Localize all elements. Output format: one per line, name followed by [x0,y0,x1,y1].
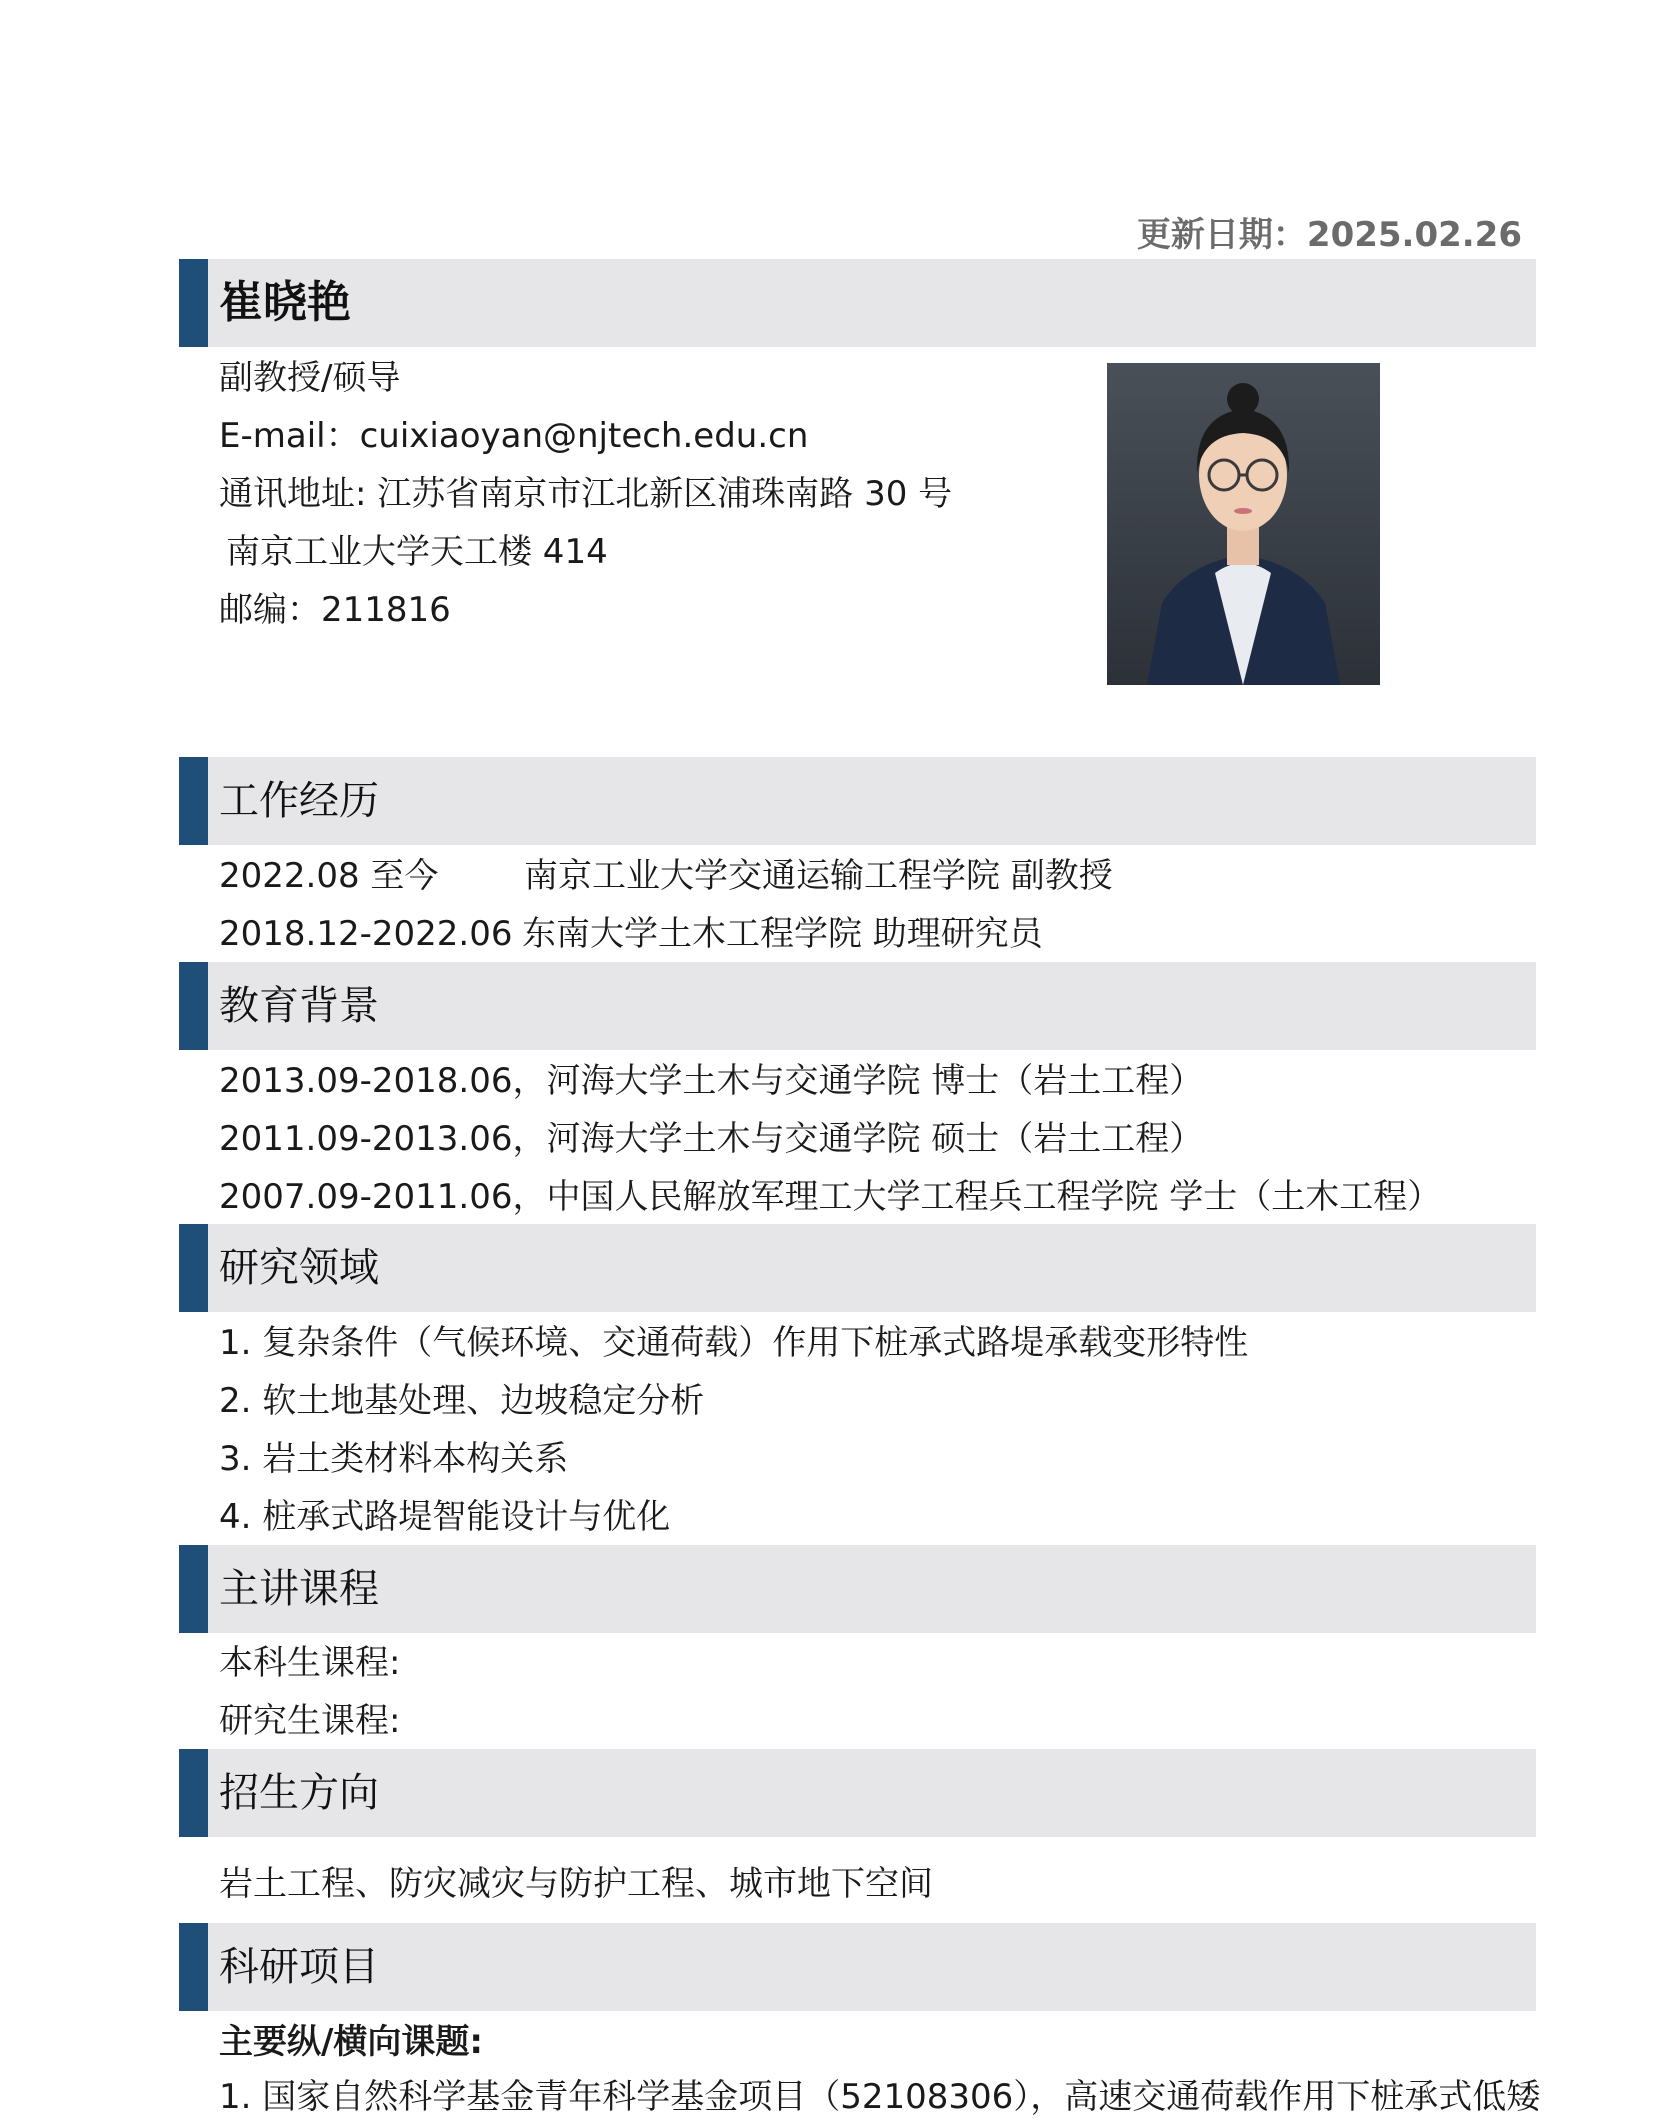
section-accent [179,1749,208,1837]
section-title: 教育背景 [219,983,379,1029]
work-desc: 东南大学土木工程学院 助理研究员 [522,914,1043,954]
research-item: 1. 复杂条件（气候环境、交通荷载）作用下桩承式路堤承载变形特性 [219,1323,1249,1363]
section-work [179,757,1536,845]
person-name: 崔晓艳 [219,277,351,328]
profile-photo [1107,363,1380,685]
section-accent [179,259,208,347]
section-accent [179,1545,208,1633]
name-header-bar [179,259,1536,347]
work-period: 2022.08 至今 [219,856,439,896]
section-courses [179,1545,1536,1633]
grad-courses: 研究生课程: [219,1701,401,1741]
section-title: 科研项目 [219,1944,379,1990]
section-accent [179,1224,208,1312]
research-item: 4. 桩承式路堤智能设计与优化 [219,1497,671,1537]
section-title: 工作经历 [219,778,379,824]
education-item: 2007.09-2011.06，中国人民解放军理工大学工程兵工程学院 学士（土木工程） [219,1177,1442,1217]
work-item [219,912,1419,956]
profile-email: E-mail：cuixiaoyan@njtech.edu.cn [219,416,809,456]
section-accent [179,757,208,845]
work-desc: 南京工业大学交通运输工程学院 副教授 [524,856,1113,896]
portrait-image [1107,363,1380,685]
profile-address-line1: 通讯地址: 江苏省南京市江北新区浦珠南路 30 号 [219,474,953,514]
section-title: 招生方向 [219,1770,379,1816]
section-accent [179,1923,208,2011]
profile-title: 副教授/硕导 [219,358,401,398]
projects-subheading: 主要纵/横向课题: [219,2022,484,2062]
section-education [179,962,1536,1050]
update-date: 更新日期：2025.02.26 [1136,215,1522,255]
section-projects [179,1923,1536,2011]
work-period: 2018.12-2022.06 [219,914,513,954]
education-item: 2013.09-2018.06，河海大学土木与交通学院 博士（岩土工程） [219,1061,1204,1101]
undergrad-courses: 本科生课程: [219,1643,401,1683]
profile-address-line2: 南京工业大学天工楼 414 [226,532,608,572]
admission-text: 岩土工程、防灾减灾与防护工程、城市地下空间 [219,1864,933,1904]
project-item: 1. 国家自然科学基金青年科学基金项目（52108306），高速交通荷载作用下桩承式低矮 [219,2077,1541,2117]
profile-postcode: 邮编：211816 [219,590,451,630]
work-item [219,854,1419,898]
research-item: 3. 岩土类材料本构关系 [219,1439,569,1479]
section-research [179,1224,1536,1312]
research-item: 2. 软土地基处理、边坡稳定分析 [219,1381,705,1421]
section-title: 研究领域 [219,1245,379,1291]
education-item: 2011.09-2013.06，河海大学土木与交通学院 硕士（岩土工程） [219,1119,1204,1159]
section-accent [179,962,208,1050]
section-title: 主讲课程 [219,1566,379,1612]
section-admission [179,1749,1536,1837]
